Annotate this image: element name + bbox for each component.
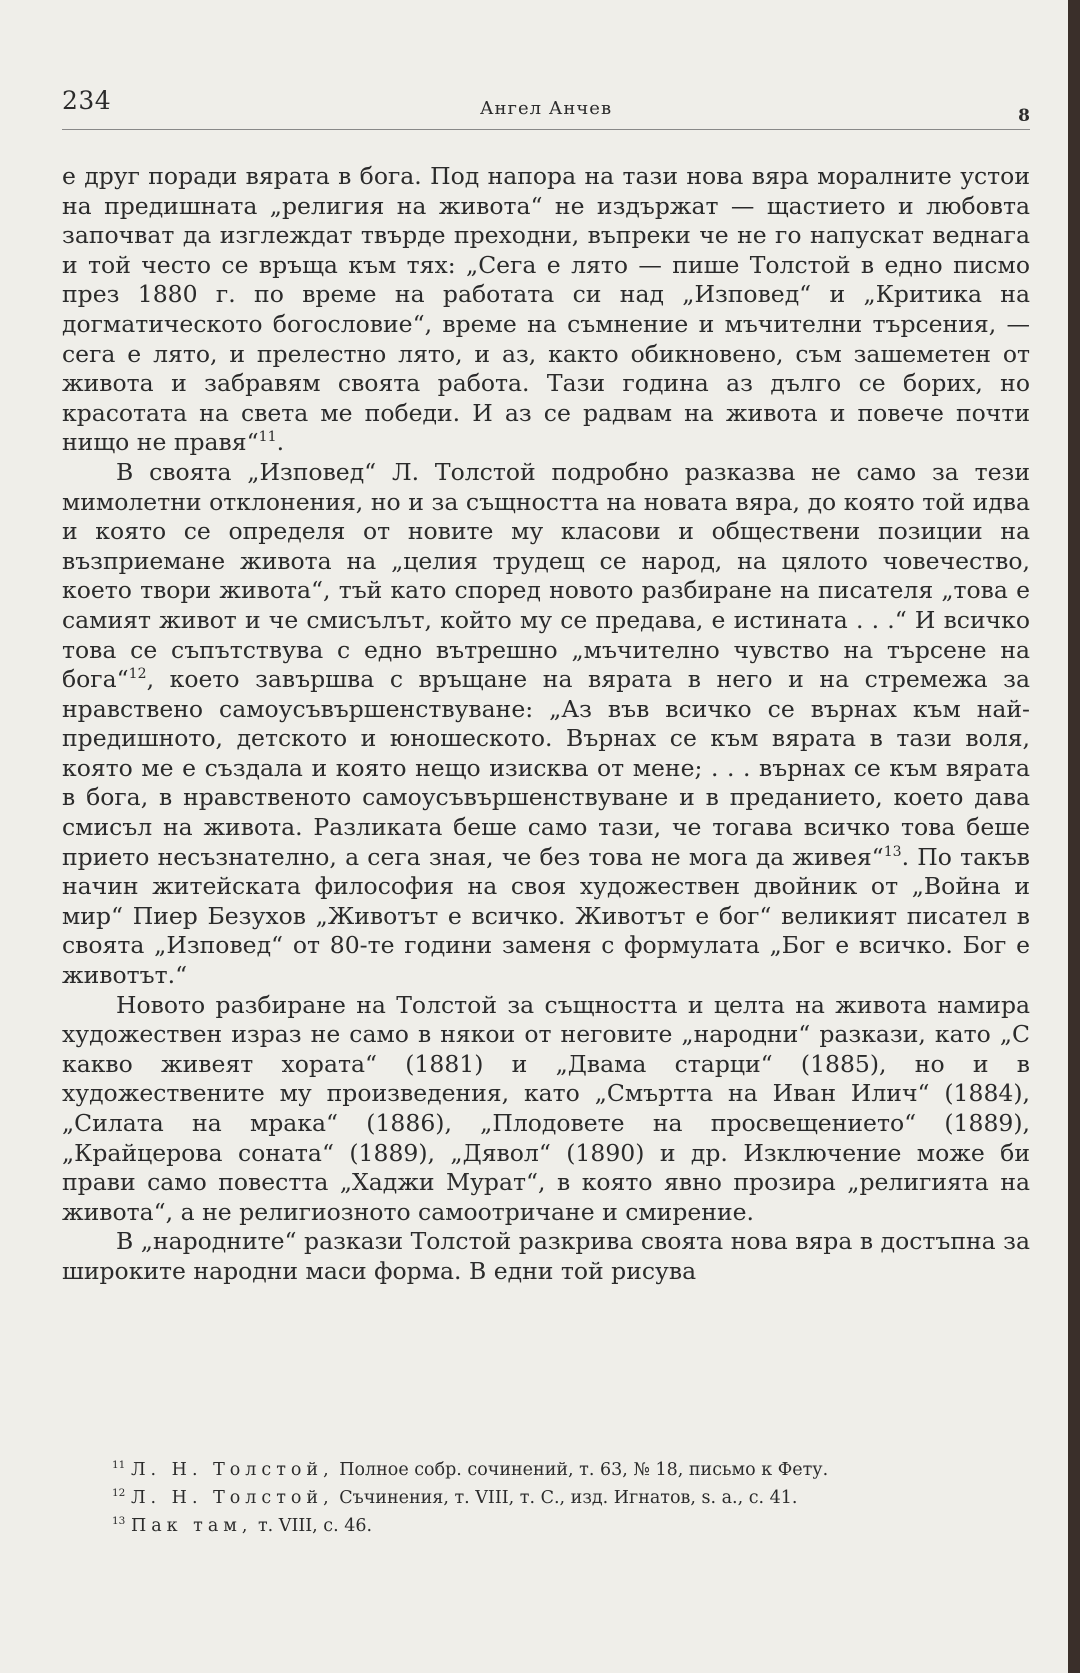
footnote-ref: 11 [258,429,277,446]
header-rule [62,129,1030,130]
body-text [62,162,1030,1287]
footnote-author: Л. Н. Толстой, [130,1488,334,1508]
paragraph: Новото разбиране на Толстой за същността и целта на живота намира художествен израз не само в някои от неговите „народни“ разкази, като „С какво живеят хората“ (1881) и „Двама старци“ (1885), но и в художествените му произведения, като „Смъртта на Иван Илич“ (1884), „Силата на мрака“ (1886), „Плодовете на просвещението“ (1889), „Крайцерова соната“ (1889), „Дявол“ (1890) и др. Изключение може би прави само повестта „Хаджи Мурат“, в която явно прозира „религията на живота“, а не религиозното самоотричане и смирение. [62,990,1030,1226]
paragraph [62,162,1030,458]
paragraph-text: . [276,428,285,457]
paragraph-text: . По такъв начин житейската философия на своя художествен двойник от „Война и мир“ Пиер Безухов „Животът е всичко. Животът е бог“ великият писател в своята „Изповед“ от 80-те години заменя с формулата „Бог е всичко. Бог е животът.“ [62,842,1031,990]
running-title: Ангел Анчев [479,98,613,119]
page-header [62,86,1030,132]
paragraph-text: В своята „Изповед“ Л. Толстой подробно разказва не само за тези мимолетни отклонения, но и за същността на новата вяра, до която той идва и която се определя от новите му класови и обществени позиции на възприемане живота на „целия трудещ се народ, на цялото човечество, което твори живота“, тъй като според новото разбиране на писателя „това е самият живот и че смисълът, който му се предава, е истината . . .“ И всичко това се съпътствува с едно вътрешно „мъчително чувство на търсене на бога“ [62,457,1030,694]
footnotes [62,1456,1030,1540]
paragraph-text: , което завършва с връщане на вярата в него и на стремежа за нравствено самоусъвършенствуване: „Аз във всичко се върнах към най-предишното, детското и юношеското. Върнах се към вярата в тази воля, която ме е създала и която нещо изисква от мене; . . . върнах се към вярата в бога, в нравственото самоусъвършенствуване и в преданието, което дава смисъл на живота. Разликата беше само тази, че тогава всичко това беше прието несъзнателно, а сега зная, че без това не мога да живея“ [62,665,1030,871]
footnote-text: т. VIII, с. 46. [252,1516,373,1536]
signature-mark: 8 [1018,106,1030,126]
footnote [62,1456,1030,1484]
footnote-text: Съчинения, т. VIII, т. С., изд. Игнатов, s. a., с. 41. [333,1488,798,1508]
page-number: 234 [62,86,112,115]
page-binding-edge [1068,0,1080,1673]
footnote-author: Л. Н. Толстой, [130,1460,334,1480]
footnote-text: Полное собр. сочинений, т. 63, № 18, письмо к Фету. [333,1460,829,1480]
footnote-ref: 12 [128,666,147,683]
footnote-author: Пак там, [130,1516,253,1536]
paragraph: В „народните“ разкази Толстой разкрива своята нова вяра в достъпна за широките народни маси форма. В едни той рисува [62,1227,1030,1285]
footnote-ref: 13 [883,843,902,860]
footnote-mark: 12 [112,1487,126,1500]
paragraph [62,458,1030,991]
footnote [62,1512,1030,1540]
paragraph-text: е друг поради вярата в бога. Под напора на тази нова вяра моралните устои на предишната „религия на живота“ не издържат — щастието и любовта започват да изглеждат твърде преходни, въпреки че не го напускат веднага и той често се връща към тях: „Сега е лято — пише Толстой в едно писмо през 1880 г. по време на работата си над „Изповед“ и „Критика на догматическото богословие“, време на съмнение и мъчителни търсения, — сега е лято, и прелестно лято, и аз, както обикновено, съм зашеметен от живота и забравям своята работа. Тази година аз дълго се борих, но красотата на света ме победи. И аз се радвам на живота и повече почти нищо не правя“ [62,162,1030,457]
footnote-mark: 13 [112,1515,126,1528]
footnote [62,1484,1030,1512]
footnote-mark: 11 [112,1459,126,1472]
